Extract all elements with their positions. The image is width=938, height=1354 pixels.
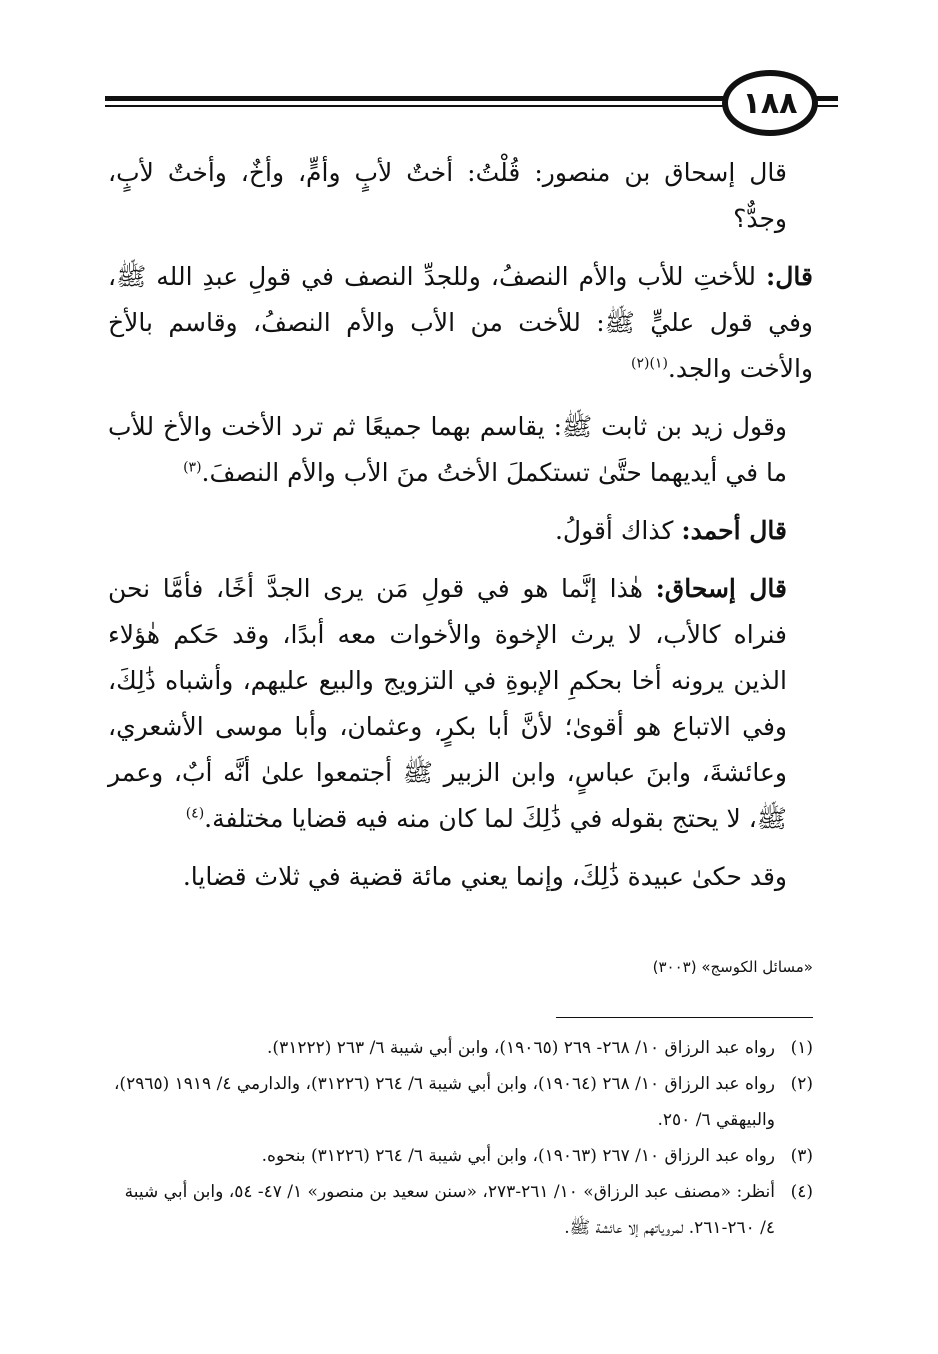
footnote-ref: (٤) — [185, 805, 205, 822]
footnote-text: رواه عبد الرزاق ١٠/ ٢٦٨- ٢٦٩ (١٩٠٦٥)، وابن أبي شيبة ٦/ ٢٦٣ (٣١٢٢٢). — [267, 1038, 775, 1058]
footnote-text: أنظر: «مصنف عبد الرزاق» ١٠/ ٢٦١-٢٧٣، «سنن سعيد بن منصور» ١/ ٤٧- ٥٤، وابن أبي شيبة ٤/ ٢٦٠-٢٦١. لمروياتهم إلا عائشة ﷺ. — [124, 1182, 775, 1238]
footnote-ref: (٣) — [183, 459, 202, 476]
footnote-ref: (١) — [649, 355, 668, 372]
footnote-item — [108, 1066, 813, 1138]
paragraph-text: للأختِ للأب والأم النصفُ، وللجدِّ النصف في قولِ عبدِ الله ﷺ، وفي قول عليٍّ ﷺ: للأخت من الأب والأم النصفُ، وقاسم بالأخ والأخت والجد. — [108, 262, 813, 383]
footnote-number: (٢) — [790, 1074, 813, 1094]
footnote-item — [108, 1138, 813, 1174]
footnote-item — [108, 1174, 813, 1246]
paragraph-text: وقول زيد بن ثابت ﷺ: يقاسم بهما جميعًا ثم ترد الأخت والأخ للأب ما في أيديهما حتَّىٰ تستكملَ الأختُ منَ الأب والأم النصفَ. — [108, 412, 787, 487]
main-text — [108, 150, 813, 912]
footnote-text: رواه عبد الرزاق ١٠/ ٢٦٨ (١٩٠٦٤)، وابن أبي شيبة ٦/ ٢٦٤ (٣١٢٢٦)، والدارمي ٤/ ١٩١٩ (٢٩٦٥)، والبيهقي ٦/ ٢٥٠. — [113, 1074, 775, 1130]
header-rule-thick — [105, 96, 730, 101]
page-number: ١٨٨ — [722, 70, 818, 136]
speaker-label: قال: — [766, 262, 813, 291]
page-header — [0, 62, 938, 142]
footnote-item — [108, 1030, 813, 1066]
paragraph-ubayda — [108, 854, 813, 900]
speaker-label: قال إسحاق: — [655, 574, 787, 603]
paragraph-text: قال إسحاق بن منصور: قُلْتُ: أختٌ لأبٍ وأمٍّ، وأخٌ، وأختٌ لأبٍ، وجدٌّ؟ — [108, 158, 787, 233]
paragraph-question — [108, 150, 813, 242]
footnote-ref: (٢) — [630, 355, 650, 372]
footnote-divider — [556, 1017, 813, 1018]
paragraph-text: وقد حكىٰ عبيدة ذَٰلِكَ، وإنما يعني مائة قضية في ثلاث قضايا. — [182, 862, 787, 891]
speaker-label: قال أحمد: — [681, 516, 787, 545]
paragraph-ishaq — [108, 566, 813, 842]
footnotes — [108, 1030, 813, 1246]
footnote-number: (١) — [790, 1038, 813, 1058]
footnote-number: (٤) — [790, 1182, 813, 1202]
paragraph-answer — [108, 254, 813, 392]
source-citation: «مسائل الكوسج» (٣٠٠٣) — [652, 958, 813, 976]
paragraph-zayd — [108, 404, 813, 496]
footnote-number: (٣) — [790, 1146, 813, 1166]
paragraph-text: هٰذا إنَّما هو في قولِ مَن يرى الجدَّ أخًا، فأمَّا نحن فنراه كالأب، لا يرث الإخوة والأخوات معه أبدًا، وقد حَكم هٰؤلاء الذين يرونه أخا بحكمِ الإبوةِ في التزويج والبيع عليهم، وأشباه ذَٰلِكَ، وفي الاتباع هو أقوىٰ؛ لأنَّ أبا بكرٍ، وعثمان، وأبا موسى الأشعري، وعائشةَ، وابنَ عباسٍ، وابن الزبير ﷺ أجتمعوا علىٰ أنَّه أبٌ، وعمر ﷺ، لا يحتج بقوله في ذَٰلِكَ لما كان منه فيه قضايا مختلفة. — [108, 574, 787, 833]
paragraph-text: كذاك أقولُ. — [554, 516, 682, 545]
header-rule-thin — [105, 105, 730, 107]
paragraph-ahmad — [108, 508, 813, 554]
footnote-text: رواه عبد الرزاق ١٠/ ٢٦٧ (١٩٠٦٣)، وابن أبي شيبة ٦/ ٢٦٤ (٣١٢٢٦) بنحوه. — [261, 1146, 775, 1166]
